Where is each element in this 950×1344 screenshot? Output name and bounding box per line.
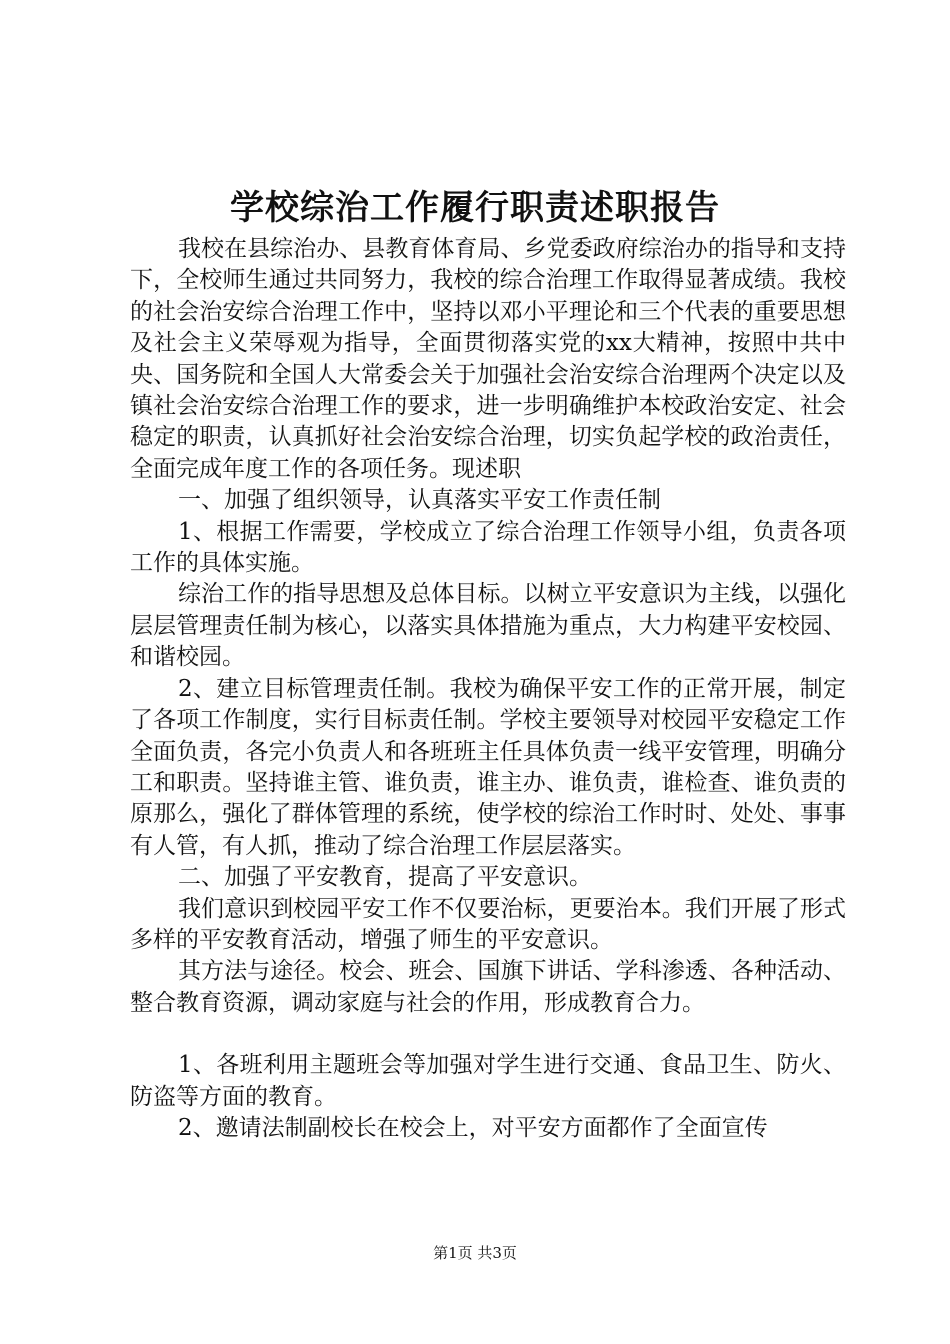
paragraph-2-1: 1、各班利用主题班会等加强对学生进行交通、食品卫生、防火、防盗等方面的教育。 <box>130 1052 846 1110</box>
heading-section-2: 二、加强了平安教育，提高了平安意识。 <box>178 864 592 891</box>
paragraph-2-2: 2、邀请法制副校长在校会上，对平安方面都作了全面宣传 <box>178 1114 768 1141</box>
document-body <box>130 234 846 1144</box>
paragraph-1-1: 1、根据工作需要，学校成立了综合治理工作领导小组，负责各项工作的具体实施。 <box>130 518 846 577</box>
paragraph-intro: 我校在县综治办、县教育体育局、乡党委政府综治办的指导和支持下，全校师生通过共同努力，我校的综合治理工作取得显著成绩。我校的社会治安综合治理工作中，坚持以邓小平理论和三个代表的重要思想及社会主义荣辱观为指导，全面贯彻落实党的xx大精神，按照中共中央、国务院和全国人大常委会关于加强社会治安综合治理两个决定以及镇社会治安综合治理工作的要求，进一步明确维护本校政治安定、社会稳定的职责，认真抓好社会治安综合治理，切实负起学校的政治责任，全面完成年度工作的各项任务。现述职 <box>130 236 846 482</box>
paragraph-1-2: 2、建立目标管理责任制。我校为确保平安工作的正常开展，制定了各项工作制度，实行目标责任制。学校主要领导对校园平安稳定工作全面负责，各完小负责人和各班班主任具体负责一线平安管理，明确分工和职责。坚持谁主管、谁负责，谁主办、谁负责，谁检查、谁负责的原那么，强化了群体管理的系统，使学校的综治工作时时、处处、事事有人管，有人抓，推动了综合治理工作层层落实。 <box>130 675 846 859</box>
paragraph-methods: 其方法与途径。校会、班会、国旗下讲话、学科渗透、各种活动、整合教育资源，调动家庭与社会的作用，形成教育合力。 <box>130 958 846 1016</box>
page-number-footer: 第1页 共3页 <box>433 1244 517 1262</box>
document-title: 学校综治工作履行职责述职报告 <box>230 188 720 228</box>
heading-section-1: 一、加强了组织领导，认真落实平安工作责任制 <box>178 487 661 514</box>
paragraph-safety-awareness: 我们意识到校园平安工作不仅要治标，更要治本。我们开展了形式多样的平安教育活动，增强了师生的平安意识。 <box>130 895 846 953</box>
paragraph-guiding-ideas: 综治工作的指导思想及总体目标。以树立平安意识为主线，以强化层层管理责任制为核心，以落实具体措施为重点，大力构建平安校园、和谐校园。 <box>130 581 846 671</box>
